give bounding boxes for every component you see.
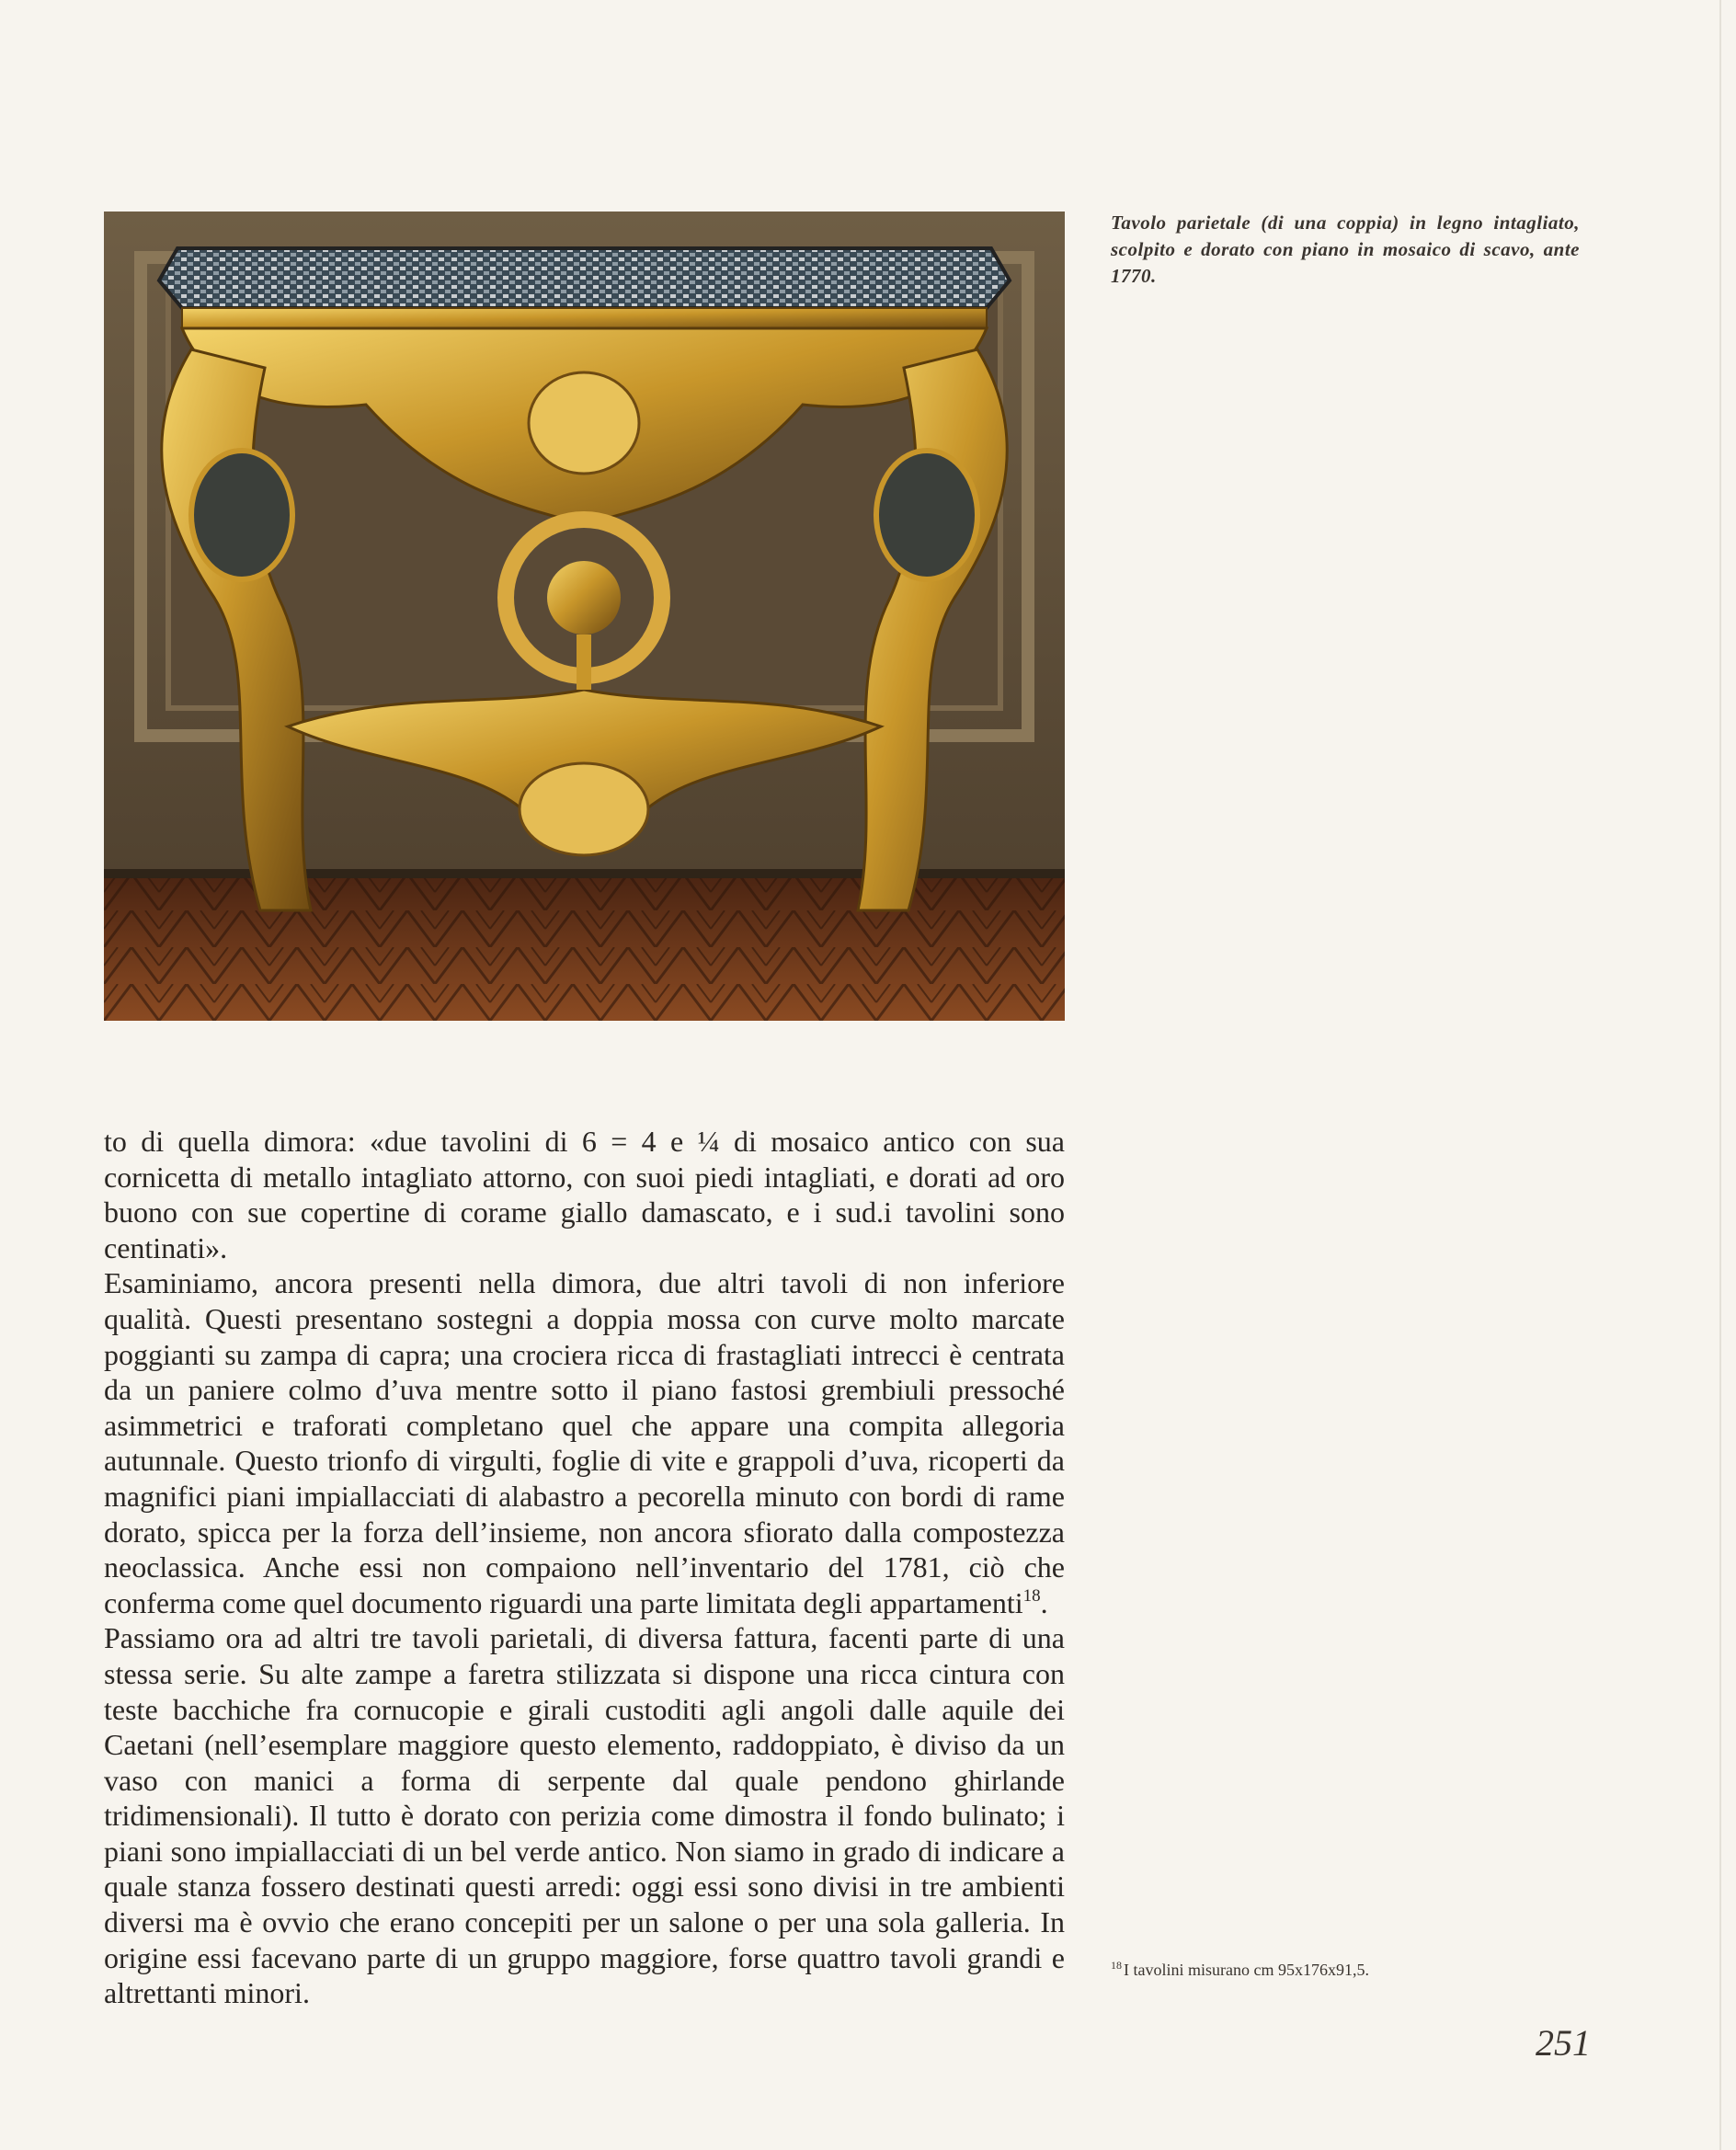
paragraph-2-text: Esaminiamo, ancora presenti nella dimora, due altri tavoli di non inferiore qualità. Questi presentano sostegni a doppia mossa con curve molto marcate poggianti su zampa di capra; una crociera ricca di frastagliati intrecci è centrata da un paniere colmo d’uva mentre sotto il piano fastosi grembiuli pressoché asimmetrici e traforati completano quel che appare una compita allegoria autunnale. Questo trionfo di virgulti, foglie di vite e grappoli d’uva, ricoperti da magnifici piani impiallacciati di alabastro a pecorella minuto con bordi di rame dorato, spicca per la forza dell’insieme, non ancora sfiorato dalla compostezza neoclassica. Anche essi non compaiono nell’inventario del 1781, ciò che conferma come quel documento riguardi una parte limitata degli appartamenti [104, 1266, 1065, 1619]
console-table-illustration [104, 212, 1065, 1021]
footnote-18 [1111, 1954, 1626, 1981]
paragraph-1: to di quella dimora: «due tavolini di 6 = 4 e ¼ di mosaico antico con sua cornicetta di metallo intagliato attorno, con suoi piedi intagliati, e dorati ad oro buono con sue copertine di corame giallo damascato, e i sud.i tavolini sono centinati». [104, 1125, 1065, 1264]
page-edge [1719, 0, 1721, 2150]
footnote-number: 18 [1111, 1959, 1122, 1972]
page-number: 251 [1536, 2022, 1591, 2064]
footnote-ref-18: 18 [1022, 1585, 1041, 1606]
main-text [104, 1124, 1065, 2011]
footnote-text: I tavolini misurano cm 95x176x91,5. [1124, 1961, 1369, 1979]
console-table-photo [104, 212, 1065, 1021]
paragraph-2-end: . [1040, 1585, 1048, 1619]
figure-caption: Tavolo parietale (di una coppia) in legno intagliato, scolpito e dorato con piano in mosaico di scavo, ante 1770. [1111, 212, 1580, 287]
paragraph-3: Passiamo ora ad altri tre tavoli parietali, di diversa fattura, facenti parte di una stessa serie. Su alte zampe a faretra stilizzata si dispone una ricca cintura con teste bacchiche fra cornucopie e girali custoditi agli angoli dalle aquile dei Caetani (nell’esemplare maggiore questo elemento, raddoppiato, è diviso da un vaso con manici a forma di serpente dal quale pendono ghirlande tridimensionali). Il tutto è dorato con perizia come dimostra il fondo bulinato; i piani sono impiallacciati di un bel verde antico. Non siamo in grado di indicare a quale stanza fossero destinati questi arredi: oggi essi sono divisi in tre ambienti diversi ma è ovvio che erano concepiti per un salone o per una sola galleria. In origine essi facevano parte di un gruppo maggiore, forse quattro tavoli grandi e altrettanti minori. [104, 1621, 1065, 2010]
paragraph-2 [104, 1265, 1065, 1620]
